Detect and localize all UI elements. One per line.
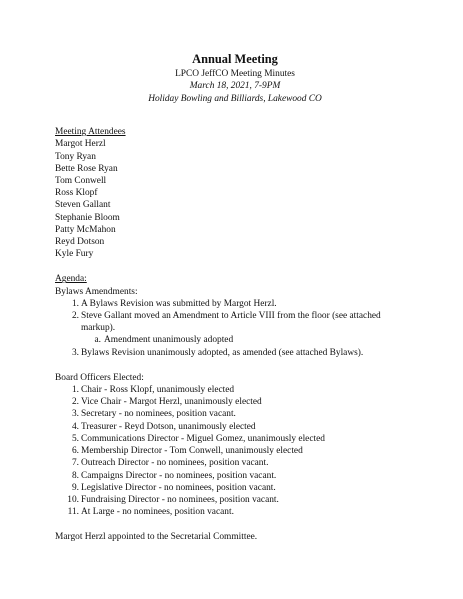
item-text: Campaigns Director - no nominees, position vacant.: [81, 470, 277, 481]
agenda-heading: Agenda:: [55, 274, 87, 285]
attendee-name: Steven Gallant: [55, 200, 111, 211]
item-text: Communications Director - Miguel Gomez, unanimously elected: [81, 433, 325, 444]
item-number: 2.: [71, 311, 79, 322]
item-number: 10.: [67, 494, 79, 505]
item-number: 7.: [71, 458, 79, 469]
item-text: Membership Director - Tom Conwell, unanimously elected: [81, 446, 303, 457]
item-number: 2.: [71, 397, 79, 408]
attendee-name: Kyle Fury: [55, 249, 94, 260]
officers-list: [55, 384, 415, 518]
item-number: 6.: [71, 446, 79, 457]
item-number: 3.: [71, 347, 79, 358]
agenda-section: [55, 273, 415, 358]
list-item: [55, 384, 415, 396]
attendee-name: Tony Ryan: [55, 151, 96, 162]
officers-heading: Board Officers Elected:: [55, 372, 144, 383]
item-number: 1.: [71, 385, 79, 396]
item-text: At Large - no nominees, position vacant.: [81, 507, 234, 518]
item-text: Secretary - no nominees, position vacant.: [81, 409, 236, 420]
list-subitem: [55, 334, 415, 346]
item-text: Steve Gallant moved an Amendment to Article VIII from the floor (see attached markup).: [81, 311, 381, 334]
agenda-list: [55, 298, 415, 359]
item-number: 9.: [71, 482, 79, 493]
item-text: Treasurer - Reyd Dotson, unanimously elected: [81, 421, 256, 432]
attendee-name: Stephanie Bloom: [55, 212, 120, 223]
agenda-subheading: Bylaws Amendments:: [55, 286, 138, 297]
document-header: [55, 52, 415, 105]
closing-note: Margot Herzl appointed to the Secretarial Committee.: [55, 532, 258, 543]
item-number: 1.: [71, 298, 79, 309]
meeting-org: LPCO JeffCO Meeting Minutes: [175, 69, 295, 79]
list-item: [55, 457, 415, 469]
item-number: 8.: [71, 470, 79, 481]
list-item: [55, 396, 415, 408]
item-number: 5.: [71, 433, 79, 444]
attendees-section: [55, 126, 415, 260]
officers-section: [55, 372, 415, 518]
meeting-location: Holiday Bowling and Billiards, Lakewood CO: [148, 93, 322, 104]
attendee-name: Patty McMahon: [55, 224, 116, 235]
meeting-date: March 18, 2021, 7-9PM: [189, 81, 281, 92]
list-item: [55, 506, 415, 518]
list-item: [55, 298, 415, 310]
attendees-heading: Meeting Attendees: [55, 127, 126, 138]
item-text: Fundraising Director - no nominees, position vacant.: [81, 494, 279, 505]
item-text: Bylaws Revision unanimously adopted, as amended (see attached Bylaws).: [81, 347, 364, 358]
item-text: A Bylaws Revision was submitted by Margot Herzl.: [81, 298, 277, 309]
item-text: Vice Chair - Margot Herzl, unanimously elected: [81, 397, 262, 408]
list-item: [55, 470, 415, 482]
list-item: [55, 494, 415, 506]
list-item: [55, 347, 415, 359]
document-title: Annual Meeting: [192, 52, 278, 66]
item-text: Legislative Director - no nominees, position vacant.: [81, 482, 276, 493]
item-letter: a.: [94, 335, 101, 346]
item-text: Amendment unanimously adopted: [104, 335, 234, 346]
list-item: [55, 445, 415, 457]
item-number: 11.: [67, 507, 79, 518]
list-item: [55, 433, 415, 445]
attendee-name: Reyd Dotson: [55, 237, 105, 248]
attendee-name: Tom Conwell: [55, 176, 107, 187]
item-text: Outreach Director - no nominees, position vacant.: [81, 458, 269, 469]
list-item: [55, 482, 415, 494]
attendee-name: Bette Rose Ryan: [55, 163, 118, 174]
document-page: [55, 52, 415, 544]
list-item: [55, 310, 415, 334]
list-item: [55, 421, 415, 433]
item-text: Chair - Ross Klopf, unanimously elected: [81, 385, 235, 396]
attendee-name: Ross Klopf: [55, 188, 98, 199]
item-number: 4.: [71, 421, 79, 432]
attendee-name: Margot Herzl: [55, 139, 106, 150]
item-number: 3.: [71, 409, 79, 420]
list-item: [55, 408, 415, 420]
